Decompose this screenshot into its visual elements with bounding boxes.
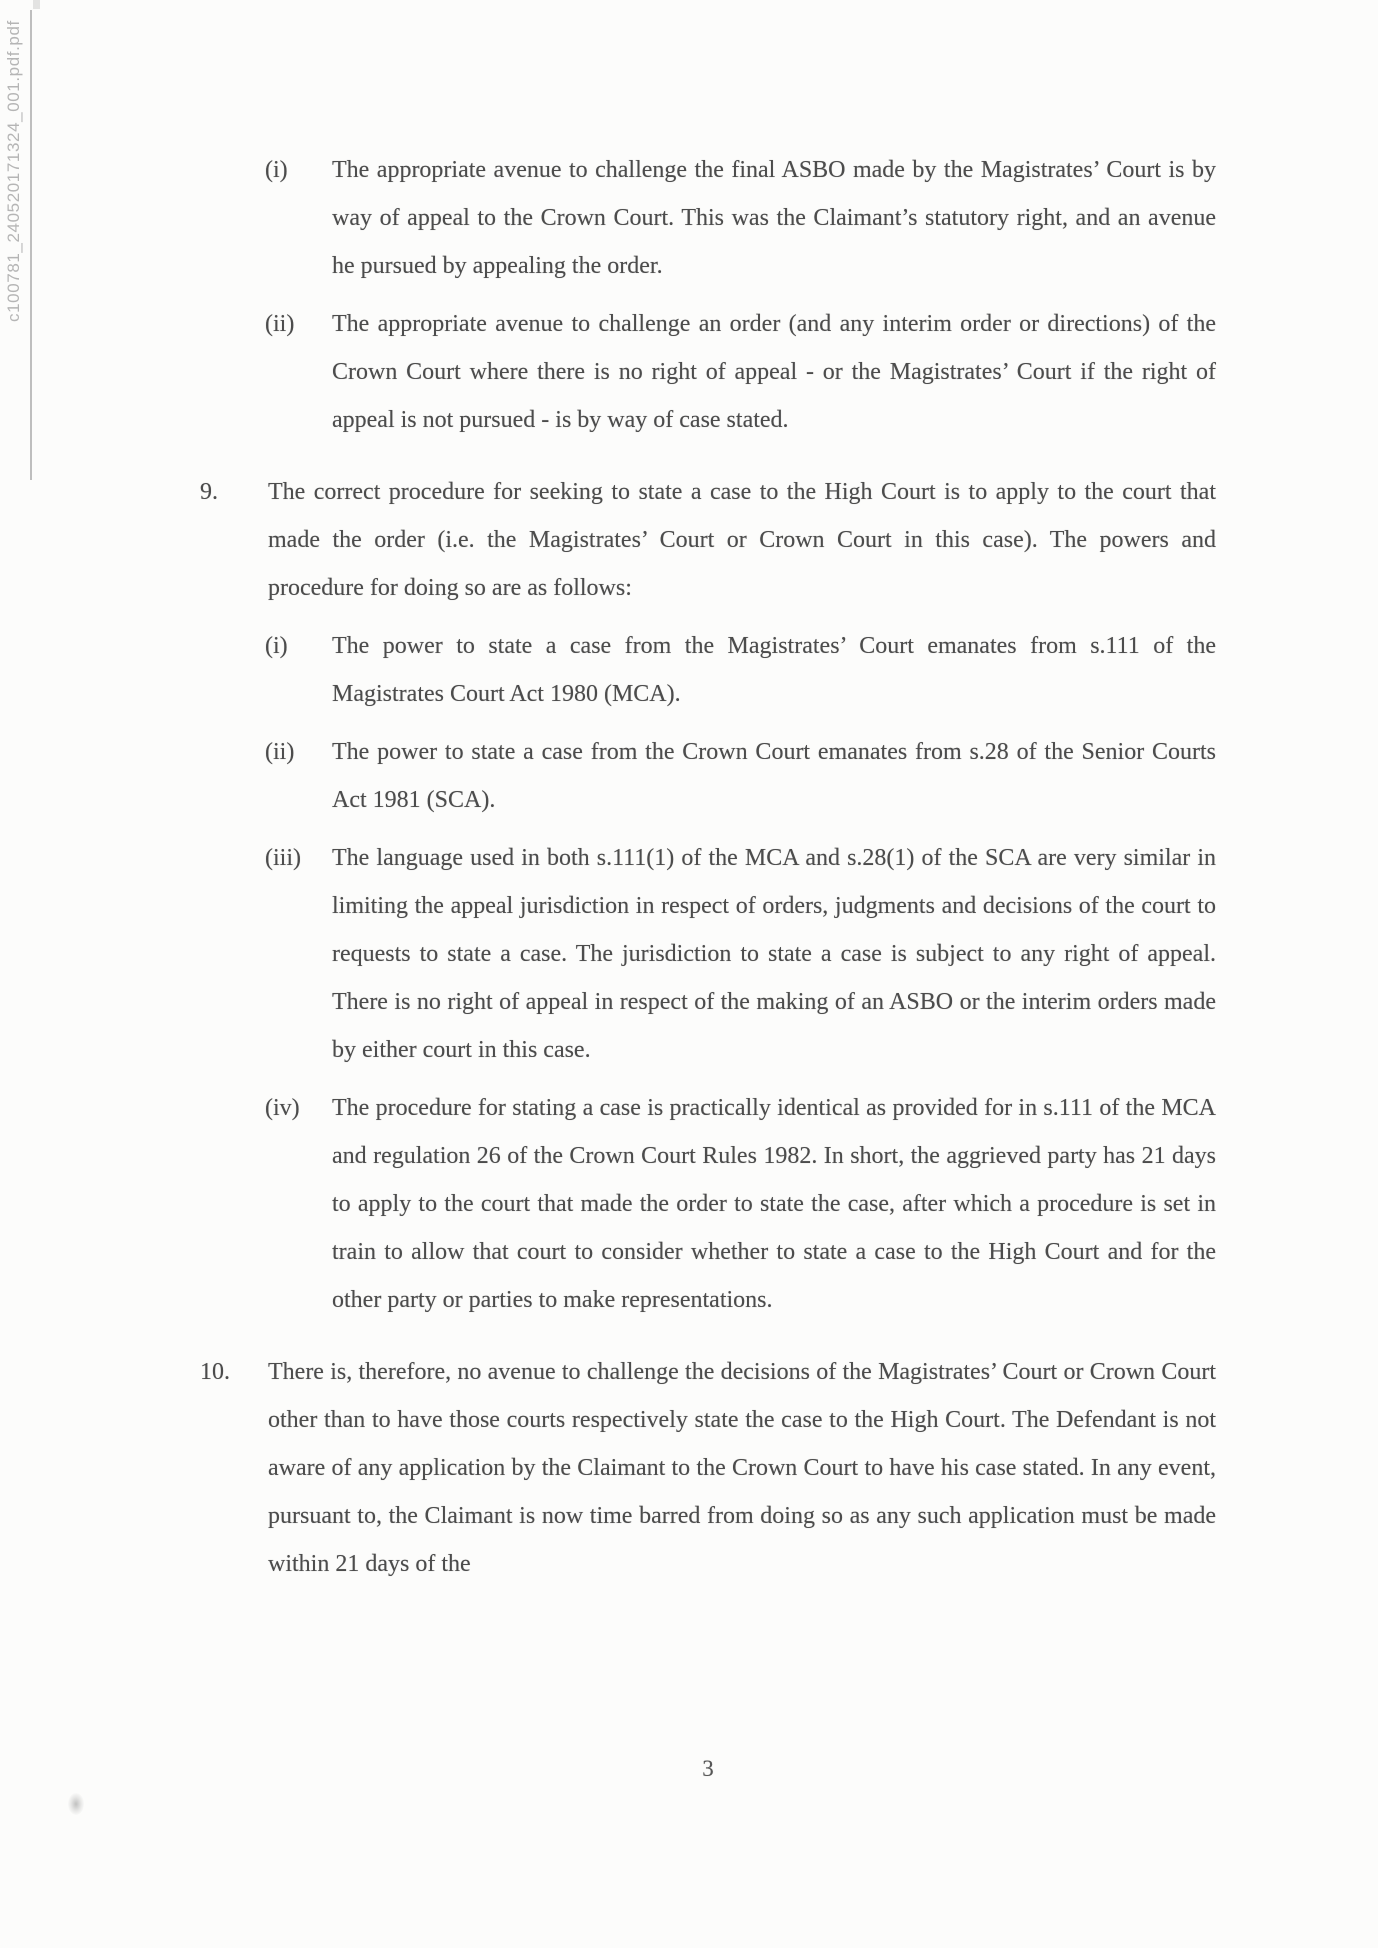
paragraph-text: The correct procedure for seeking to state a case to the High Court is to apply to the court that made the order (i.e. the Magistrates’ Court or Crown Court in this case). The powers and procedure for doing so are as follows: bbox=[268, 479, 1216, 601]
list-marker: (ii) bbox=[265, 311, 295, 337]
paragraph-number: 10. bbox=[200, 1359, 230, 1385]
sidebar-filename: c100781_240520171324_001.pdf.pdf bbox=[4, 20, 23, 322]
list-marker: (iii) bbox=[265, 845, 301, 871]
list-item-9-iv bbox=[200, 1084, 1216, 1324]
list-marker: (iv) bbox=[265, 1095, 300, 1121]
paragraph-text: The appropriate avenue to challenge an order (and any interim order or directions) of the Crown Court where there is no right of appeal - or the Magistrates’ Court if the right of appeal is not pursued - is by way of case stated. bbox=[332, 311, 1216, 433]
list-item-9-i bbox=[200, 622, 1216, 718]
list-item-9-ii bbox=[200, 728, 1216, 824]
paragraph-text: The appropriate avenue to challenge the final ASBO made by the Magistrates’ Court is by way of appeal to the Crown Court. This was the Claimant’s statutory right, and an avenue he pursued by appealing the order. bbox=[332, 157, 1216, 279]
list-marker: (ii) bbox=[265, 739, 295, 765]
paragraph-number: 9. bbox=[200, 479, 218, 505]
paragraph-9 bbox=[200, 468, 1216, 612]
list-item-i bbox=[200, 146, 1216, 290]
paragraph-text: The language used in both s.111(1) of the MCA and s.28(1) of the SCA are very similar in limiting the appeal jurisdiction in respect of orders, judgments and decisions of the court to requests to state a case. The jurisdiction to state a case is subject to any right of appeal. There is no right of appeal in respect of the making of an ASBO or the interim orders made by either court in this case. bbox=[332, 845, 1216, 1063]
paragraph-10 bbox=[200, 1348, 1216, 1588]
scan-ruler-line bbox=[30, 10, 32, 480]
ink-smudge bbox=[68, 1793, 84, 1815]
paragraph-text: The power to state a case from the Magistrates’ Court emanates from s.111 of the Magistrates Court Act 1980 (MCA). bbox=[332, 633, 1216, 707]
paragraph-text: The procedure for stating a case is practically identical as provided for in s.111 of the MCA and regulation 26 of the Crown Court Rules 1982. In short, the aggrieved party has 21 days to apply to the court that made the order to state the case, after which a procedure is set in train to allow that court to consider whether to state a case to the High Court and for the other party or parties to make representations. bbox=[332, 1095, 1216, 1313]
paragraph-text: There is, therefore, no avenue to challenge the decisions of the Magistrates’ Court or Crown Court other than to have those courts respectively state the case to the High Court. The Defendant is not aware of any application by the Claimant to the Crown Court to have his case stated. In any event, pursuant to, the Claimant is now time barred from doing so as any such application must be made within 21 days of the bbox=[268, 1359, 1216, 1577]
list-item-9-iii bbox=[200, 834, 1216, 1074]
paragraph-text: The power to state a case from the Crown Court emanates from s.28 of the Senior Courts Act 1981 (SCA). bbox=[332, 739, 1216, 813]
document-page bbox=[200, 146, 1216, 1588]
page-number: 3 bbox=[702, 1756, 714, 1781]
list-marker: (i) bbox=[265, 633, 288, 659]
list-marker: (i) bbox=[265, 157, 288, 183]
scan-artifact-tick bbox=[33, 0, 40, 9]
list-item-ii bbox=[200, 300, 1216, 444]
